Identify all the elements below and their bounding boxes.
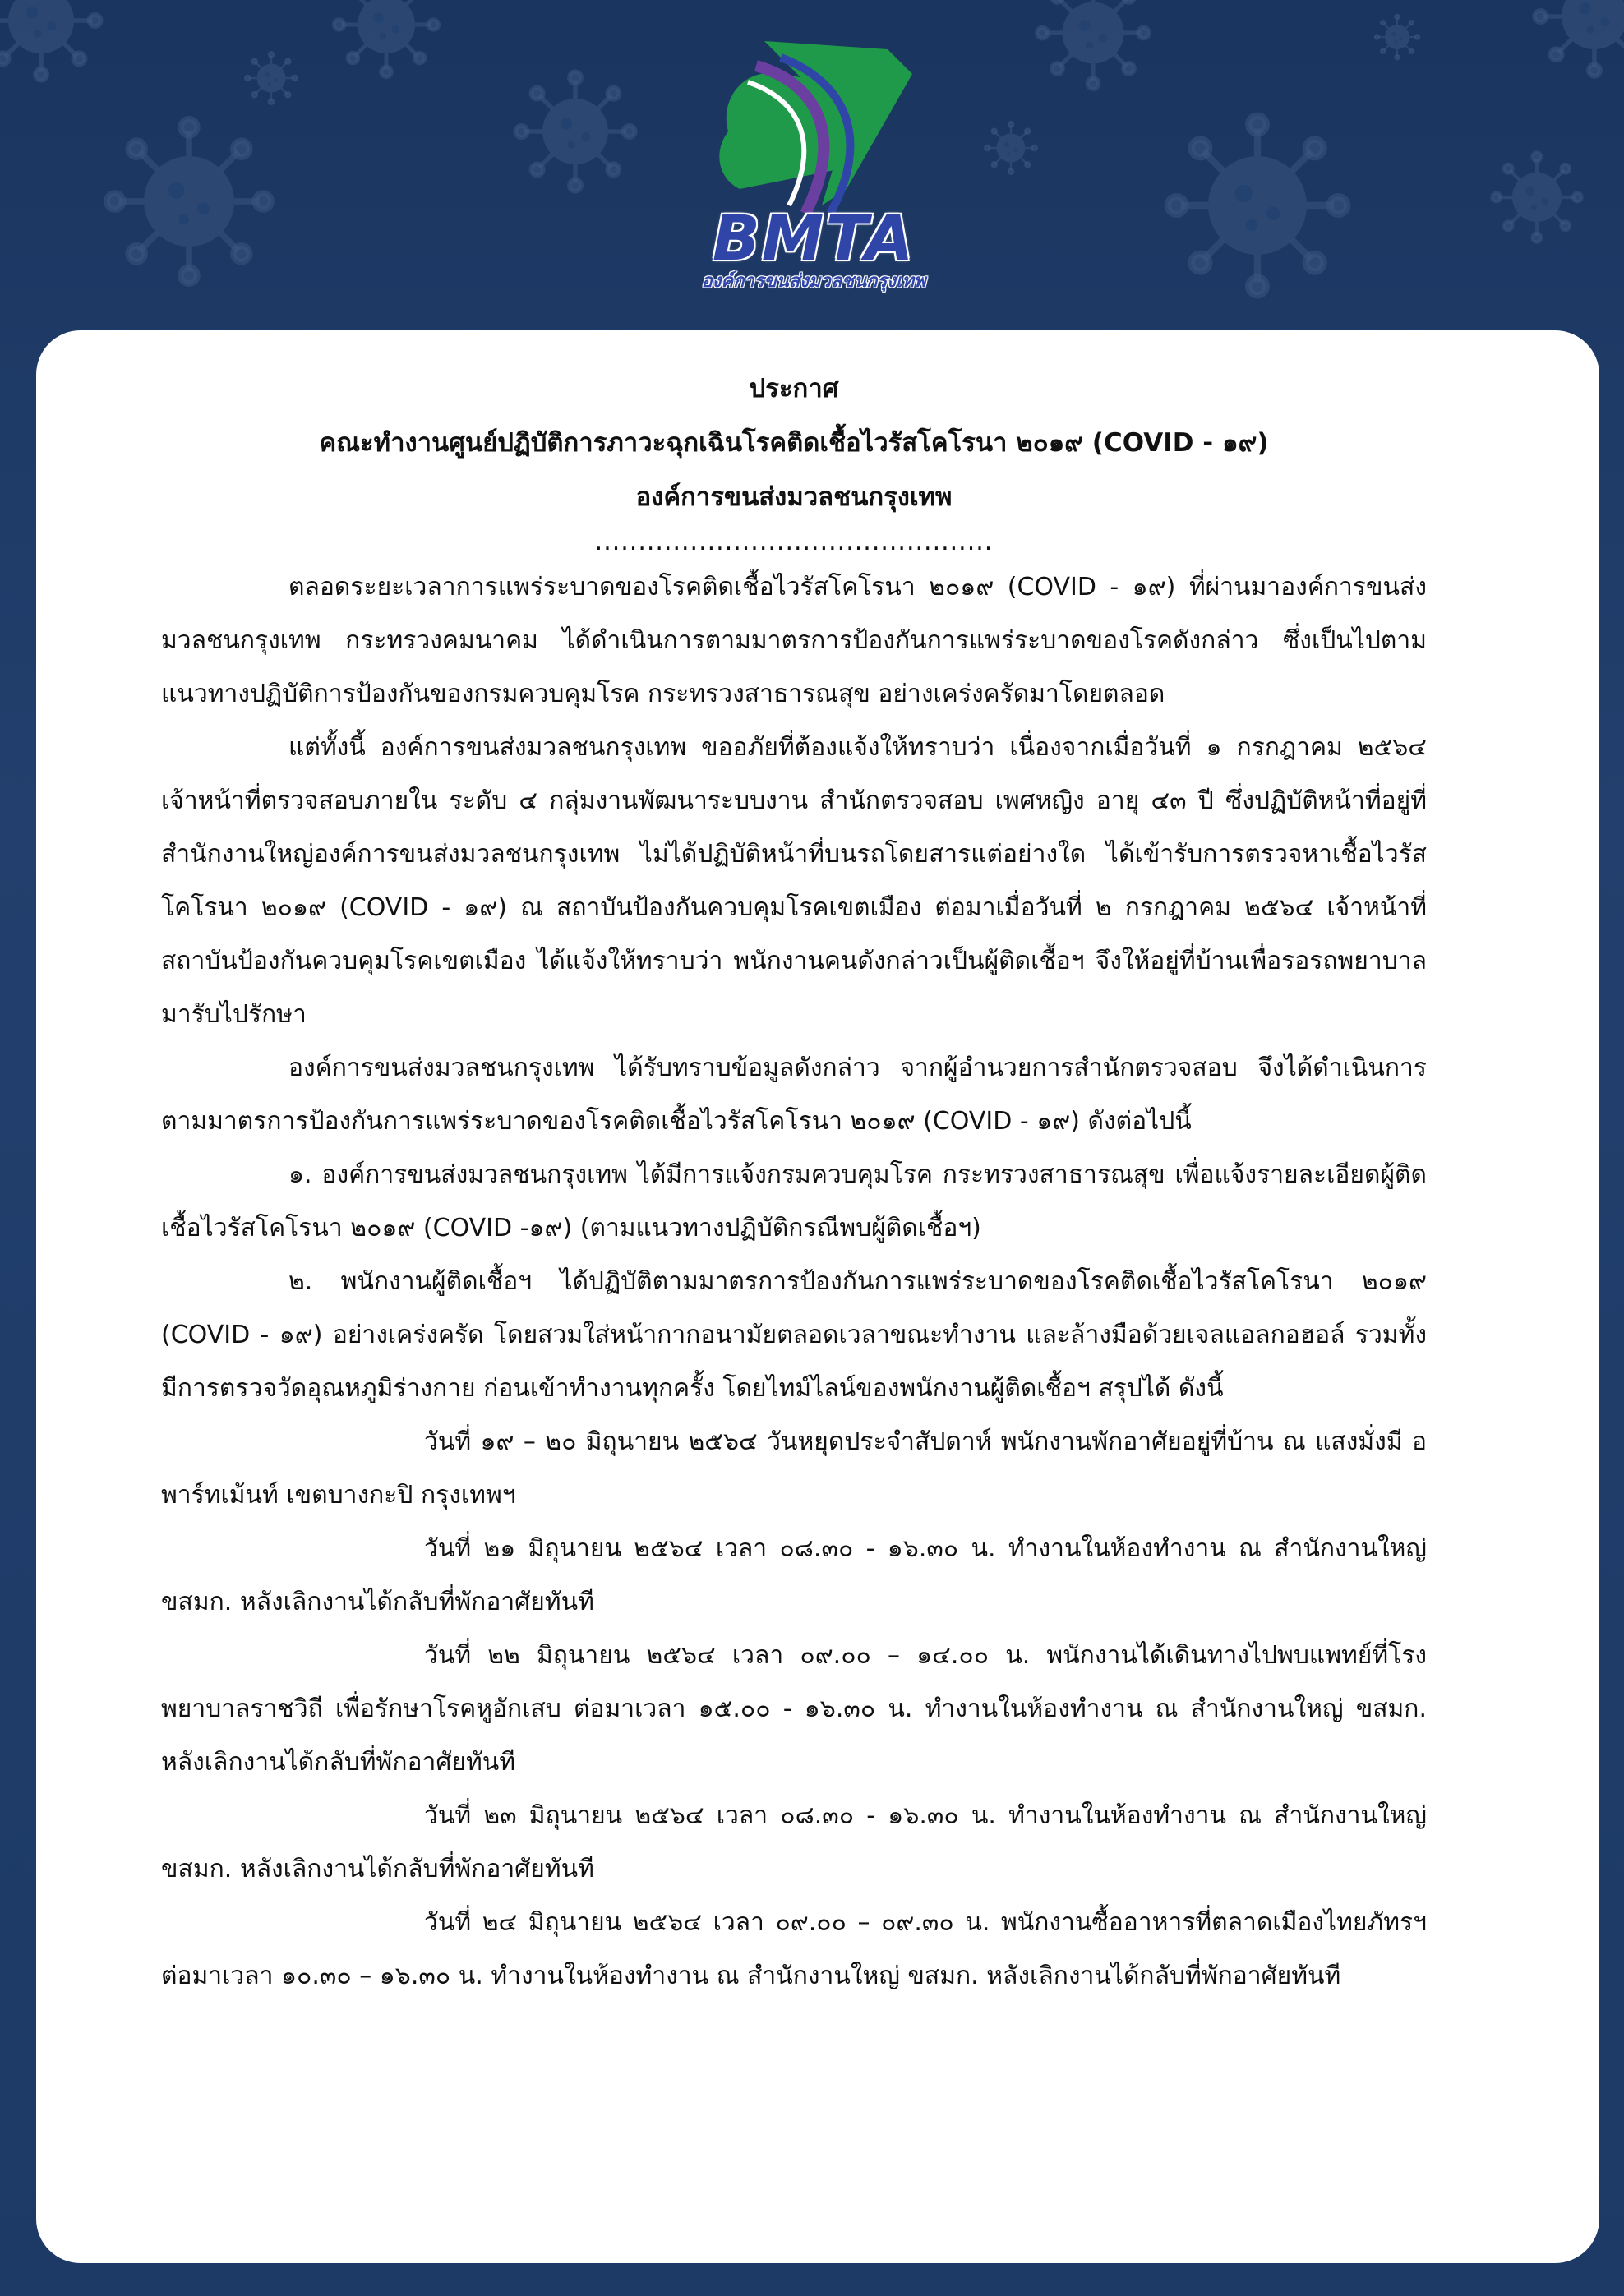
logo-subtitle: องค์การขนส่งมวลชนกรุงเทพ <box>701 271 926 292</box>
timeline-item: วันที่ ๒๑ มิถุนายน ๒๕๖๔ เวลา ๐๘.๓๐ - ๑๖.๓๐ น. ทำงานในห้องทำงาน ณ สำนักงานใหญ่ ขสมก. หลังเลิกงานได้กลับที่พักอาศัยทันที <box>161 1534 1427 1616</box>
committee-name: คณะทำงานศูนย์ปฏิบัติการภาวะฉุกเฉินโรคติดเชื้อไวรัสโคโรนา ๒๐๑๙ (COVID - ๑๙) <box>319 428 1269 458</box>
announcement-document <box>161 362 1427 2003</box>
timeline-item: วันที่ ๒๓ มิถุนายน ๒๕๖๔ เวลา ๐๘.๓๐ - ๑๖.๓๐ น. ทำงานในห้องทำงาน ณ สำนักงานใหญ่ ขสมก. หลังเลิกงานได้กลับที่พักอาศัยทันที <box>161 1801 1427 1883</box>
paragraph-case-details: แต่ทั้งนี้ องค์การขนส่งมวลชนกรุงเทพ ขออภัยที่ต้องแจ้งให้ทราบว่า เนื่องจากเมื่อวันที่ ๑ กรกฎาคม ๒๕๖๔ เจ้าหน้าที่ตรวจสอบภายใน ระดับ ๔ กลุ่มงานพัฒนาระบบงาน สำนักตรวจสอบ เพศหญิง อายุ ๔๓ ปี ซึ่งปฏิบัติหน้าที่อยู่ที่ สำนักงานใหญ่องค์การขนส่งมวลชนกรุงเทพ ไม่ได้ปฏิบัติหน้าที่บนรถโดยสารแต่อย่างใด ได้เข้ารับการตรวจหาเชื้อไวรัสโคโรนา ๒๐๑๙ (COVID - ๑๙) ณ สถาบันป้องกันควบคุมโรคเขตเมือง ต่อมาเมื่อวันที่ ๒ กรกฎาคม ๒๕๖๔ เจ้าหน้าที่สถาบันป้องกันควบคุมโรคเขตเมือง ได้แจ้งให้ทราบว่า พนักงานคนดังกล่าวเป็นผู้ติดเชื้อฯ จึงให้อยู่ที่บ้านเพื่อรอรถพยาบาลมารับไปรักษา <box>161 733 1427 1029</box>
timeline-item: วันที่ ๒๔ มิถุนายน ๒๕๖๔ เวลา ๐๙.๐๐ – ๐๙.๓๐ น. พนักงานซื้ออาหารที่ตลาดเมืองไทยภัทรฯ ต่อมาเวลา ๑๐.๓๐ – ๑๖.๓๐ น. ทำงานในห้องทำงาน ณ สำนักงานใหญ่ ขสมก. หลังเลิกงานได้กลับที่พักอาศัยทันที <box>161 1908 1427 1990</box>
separator-line: .............................................. <box>594 528 994 556</box>
logo-wordmark: BMTA <box>712 201 916 274</box>
paragraph-item-1: ๑. องค์การขนส่งมวลชนกรุงเทพ ได้มีการแจ้งกรมควบคุมโรค กระทรวงสาธารณสุข เพื่อแจ้งรายละเอียดผู้ติดเชื้อไวรัสโคโรนา ๒๐๑๙ (COVID -๑๙) (ตามแนวทางปฏิบัติกรณีพบผู้ติดเชื้อฯ) <box>161 1160 1427 1243</box>
timeline-item: วันที่ ๒๒ มิถุนายน ๒๕๖๔ เวลา ๐๙.๐๐ – ๑๔.๐๐ น. พนักงานได้เดินทางไปพบแพทย์ที่โรงพยาบาลราชวิถี เพื่อรักษาโรคหูอักเสบ ต่อมาเวลา ๑๕.๐๐ - ๑๖.๓๐ น. ทำงานในห้องทำงาน ณ สำนักงานใหญ่ ขสมก. หลังเลิกงานได้กลับที่พักอาศัยทันที <box>161 1641 1427 1777</box>
paragraph-item-2: ๒. พนักงานผู้ติดเชื้อฯ ได้ปฏิบัติตามมาตรการป้องกันการแพร่ระบาดของโรคติดเชื้อไวรัสโคโรนา ๒๐๑๙ (COVID - ๑๙) อย่างเคร่งครัด โดยสวมใส่หน้ากากอนามัยตลอดเวลาขณะทำงาน และล้างมือด้วยเจลแอลกอฮอล์ รวมทั้ง มีการตรวจวัดอุณหภูมิร่างกาย ก่อนเข้าทำงานทุกครั้ง โดยไทม์ไลน์ของพนักงานผู้ติดเชื้อฯ สรุปได้ ดังนี้ <box>161 1267 1427 1403</box>
timeline-item: วันที่ ๑๙ – ๒๐ มิถุนายน ๒๕๖๔ วันหยุดประจำสัปดาห์ พนักงานพักอาศัยอยู่ที่บ้าน ณ แสงมั่งมี อพาร์ทเม้นท์ เขตบางกะปิ กรุงเทพฯ <box>161 1427 1427 1510</box>
paragraph-intro: ตลอดระยะเวลาการแพร่ระบาดของโรคติดเชื้อไวรัสโคโรนา ๒๐๑๙ (COVID - ๑๙) ที่ผ่านมาองค์การขนส่งมวลชนกรุงเทพ กระทรวงคมนาคม ได้ดำเนินการตามมาตรการป้องกันการแพร่ระบาดของโรคดังกล่าว ซึ่งเป็นไปตามแนวทางปฏิบัติการป้องกันของกรมควบคุมโรค กระทรวงสาธารณสุข อย่างเคร่งครัดมาโดยตลอด <box>161 573 1427 708</box>
organization-name: องค์การขนส่งมวลชนกรุงเทพ <box>635 482 953 512</box>
announcement-title: ประกาศ <box>749 374 839 403</box>
paragraph-measures-intro: องค์การขนส่งมวลชนกรุงเทพ ได้รับทราบข้อมูลดังกล่าว จากผู้อำนวยการสำนักตรวจสอบ จึงได้ดำเนินการตามมาตรการป้องกันการแพร่ระบาดของโรคติดเชื้อไวรัสโคโรนา ๒๐๑๙ (COVID - ๑๙) ดังต่อไปนี้ <box>161 1053 1427 1136</box>
